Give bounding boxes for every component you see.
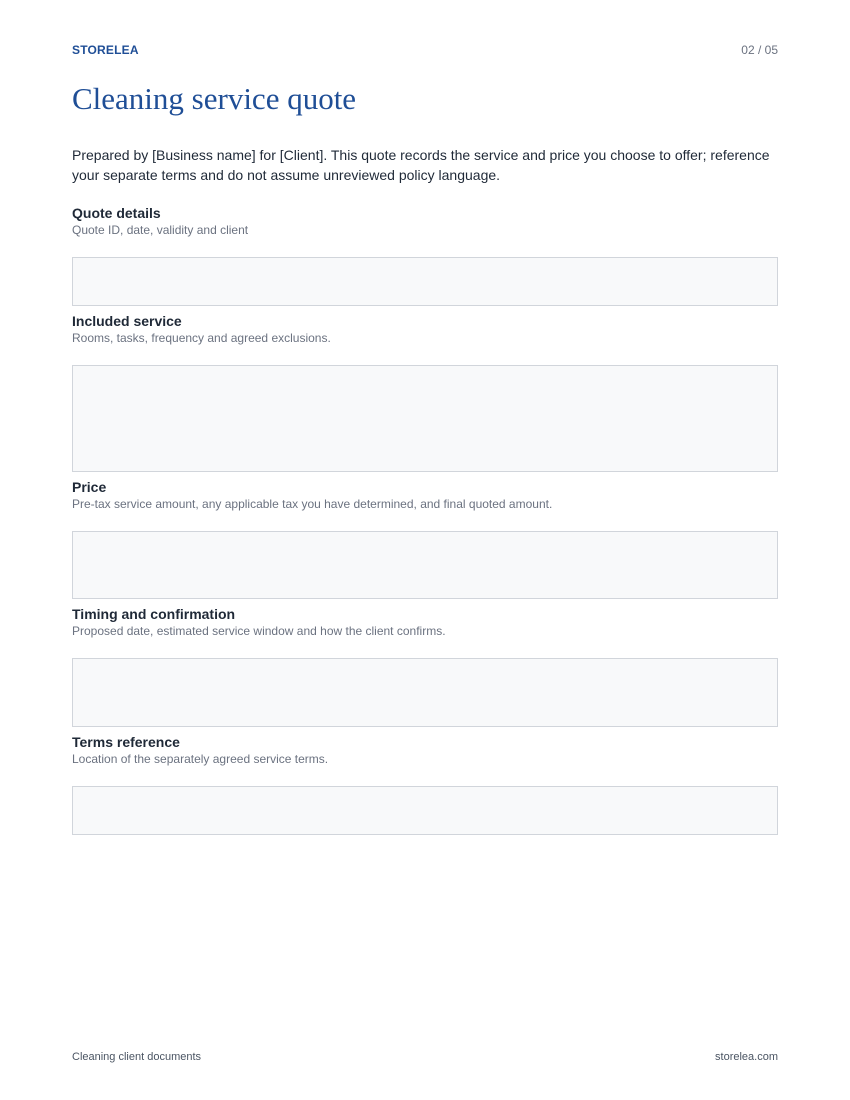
price-field[interactable] — [72, 531, 778, 599]
quote-details-field[interactable] — [72, 257, 778, 306]
section-timing-confirmation — [72, 606, 778, 639]
page-title: Cleaning service quote — [72, 81, 357, 116]
section-title: Price — [72, 479, 107, 495]
section-included-service — [72, 313, 778, 346]
timing-confirmation-field[interactable] — [72, 658, 778, 727]
section-description: Pre-tax service amount, any applicable tax you have determined, and final quoted amount. — [72, 497, 553, 511]
terms-reference-field[interactable] — [72, 786, 778, 835]
footer-website: storelea.com — [715, 1051, 778, 1063]
section-title: Terms reference — [72, 734, 180, 750]
section-price — [72, 479, 778, 512]
footer-document-label: Cleaning client documents — [72, 1051, 202, 1063]
page-number: 02 / 05 — [741, 43, 778, 57]
page-header — [72, 43, 778, 59]
section-description: Quote ID, date, validity and client — [72, 223, 249, 237]
section-description: Proposed date, estimated service window and how the client confirms. — [72, 624, 446, 638]
included-service-field[interactable] — [72, 365, 778, 472]
brand-name: STORELEA — [72, 43, 139, 57]
section-title: Included service — [72, 313, 182, 329]
section-description: Location of the separately agreed service terms. — [72, 752, 329, 766]
intro-paragraph: Prepared by [Business name] for [Client]. This quote records the service and price you choose to offer; reference your separate terms and do not assume unreviewed policy language. — [72, 147, 770, 183]
section-terms-reference — [72, 734, 778, 767]
section-title: Quote details — [72, 205, 161, 221]
section-title: Timing and confirmation — [72, 606, 236, 622]
document-page — [72, 0, 778, 1100]
section-description: Rooms, tasks, frequency and agreed exclusions. — [72, 331, 331, 345]
section-quote-details — [72, 205, 778, 238]
